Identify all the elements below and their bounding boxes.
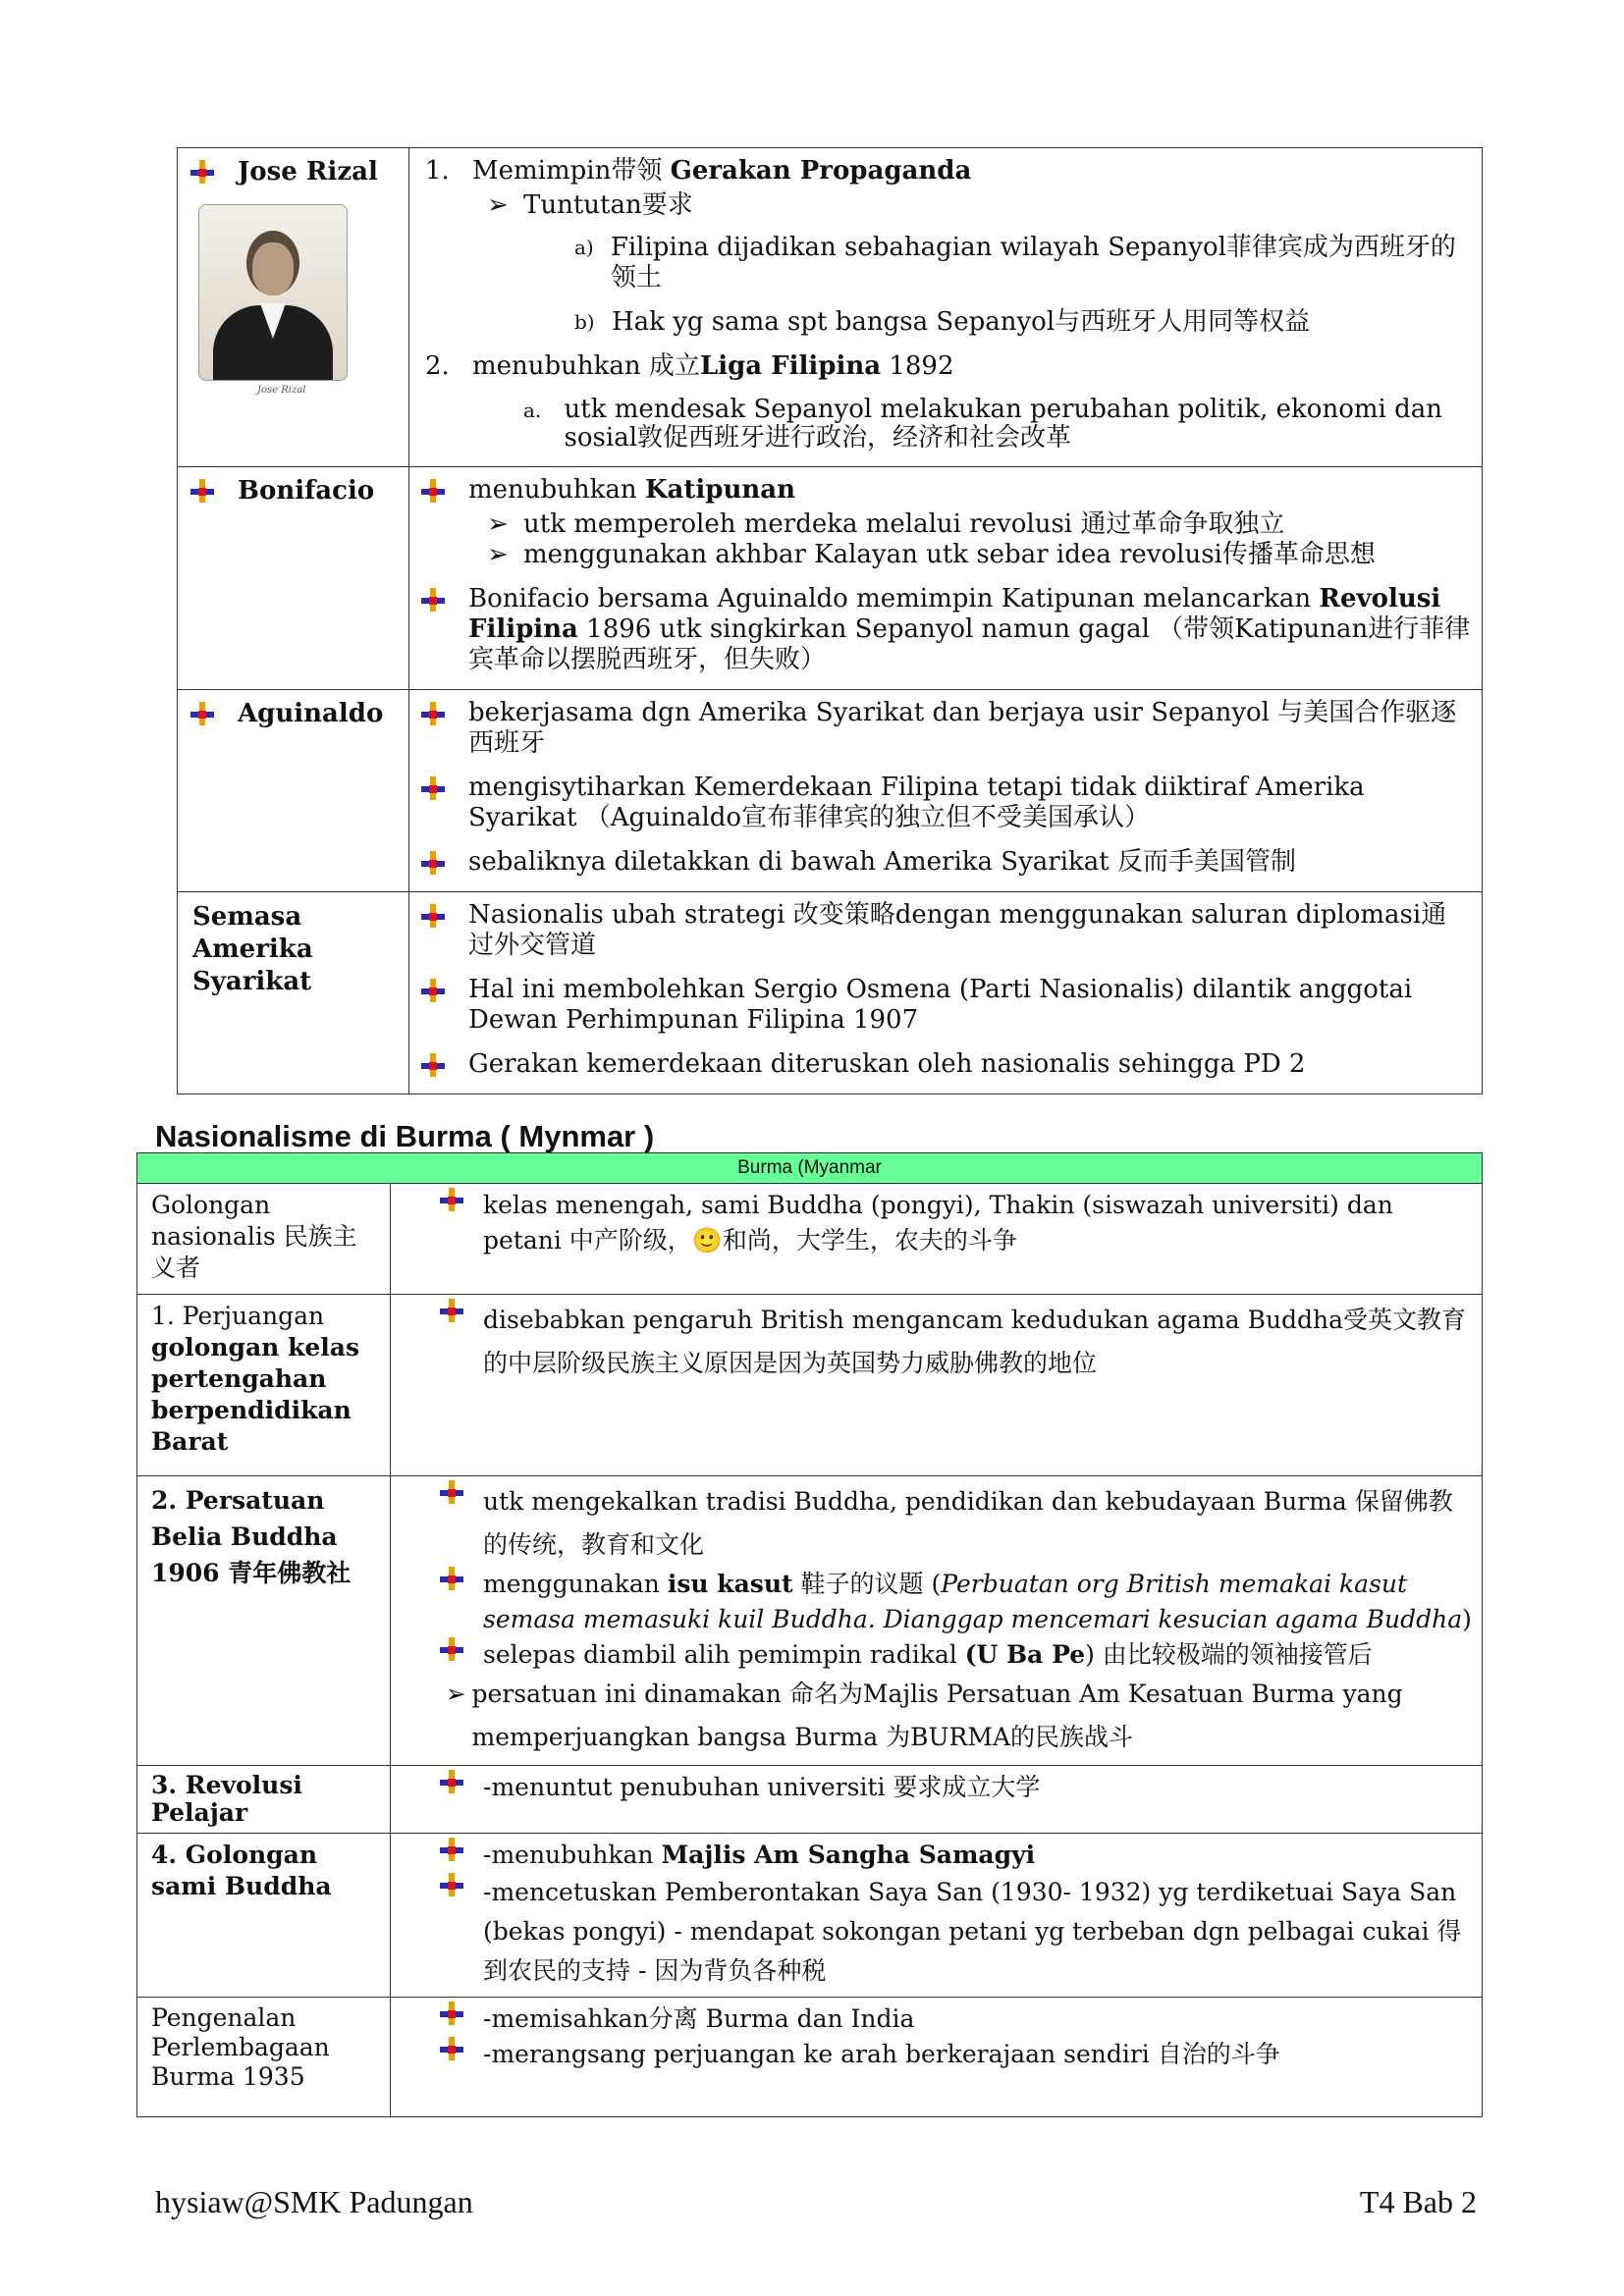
- table-row: [178, 148, 1483, 467]
- bullet-icon: [440, 1188, 463, 1211]
- row-label: Aguinaldo: [238, 699, 384, 728]
- list-item: disebabkan pengaruh British mengancam kedudukan agama Buddha受英文教育的中层阶级民族主义原因是因为英国势力威胁佛教的地位: [483, 1306, 1467, 1377]
- bullet-icon: [440, 1770, 463, 1793]
- arrow-bullet-icon: ➢: [487, 190, 509, 220]
- filipina-nationalists-table: [177, 147, 1483, 1095]
- row-label-cell: [178, 892, 409, 1095]
- list-item: mengisytiharkan Kemerdekaan Filipina tetapi tidak diiktiraf Amerika Syarikat （Aguinaldo宣布菲律宾的独立但不受美国承认）: [468, 773, 1365, 832]
- row-label: 1. Perjuangan golongan kelas pertengahan berpendidikan Barat: [151, 1302, 360, 1456]
- row-label-cell: [137, 1476, 391, 1766]
- table-row: [178, 690, 1483, 892]
- row-content-cell: [391, 1476, 1483, 1766]
- arrow-bullet-icon: ➢: [487, 509, 509, 539]
- footer-author: hysiaw@SMK Padungan: [155, 2184, 473, 2219]
- list-item: menggunakan akhbar Kalayan utk sebar idea revolusi传播革命思想: [523, 540, 1376, 569]
- row-label-cell: [137, 1184, 391, 1295]
- arrow-bullet-icon: ➢: [445, 1680, 466, 1708]
- bullet-icon: [421, 1053, 445, 1077]
- bullet-icon: [421, 588, 445, 612]
- footer-page-label: T4 Bab 2: [1359, 2184, 1477, 2219]
- list-item: menubuhkan 成立Liga Filipina 1892: [472, 351, 954, 381]
- list-item: utk mengekalkan tradisi Buddha, pendidikan dan kebudayaan Burma 保留佛教的传统，教育和文化: [483, 1487, 1453, 1559]
- row-label: 3. Revolusi Pelajar: [151, 1771, 302, 1827]
- list-item: bekerjasama dgn Amerika Syarikat dan berjaya usir Sepanyol 与美国合作驱逐西班牙: [468, 698, 1457, 758]
- row-label-cell: [178, 467, 409, 690]
- list-item: Gerakan kemerdekaan diteruskan oleh nasionalis sehingga PD 2: [468, 1049, 1306, 1079]
- list-item: Hal ini membolehkan Sergio Osmena (Parti Nasionalis) dilantik anggotai Dewan Perhimpunan Filipina 1907: [468, 975, 1413, 1035]
- bullet-icon: [421, 904, 445, 928]
- list-item: Nasionalis ubah strategi 改变策略dengan menggunakan saluran diplomasi通过外交管道: [468, 900, 1447, 960]
- row-label: Golongan nasionalis 民族主义者: [151, 1191, 357, 1282]
- list-item: Hak yg sama spt bangsa Sepanyol与西班牙人用同等权益: [612, 307, 1311, 337]
- bullet-icon: [440, 1567, 463, 1590]
- row-content-cell: [409, 467, 1483, 690]
- arrow-bullet-icon: ➢: [487, 540, 509, 569]
- row-label: Bonifacio: [238, 476, 375, 506]
- list-item: -mencetuskan Pemberontakan Saya San (1930- 1932) yg terdiketuai Saya San (bekas pongyi) - mendapat sokongan petani yg terbeban dgn pelbagai cukai 得到农民的支持 - 因为背负各种税: [483, 1878, 1462, 1985]
- bullet-icon: [440, 1873, 463, 1896]
- row-content-cell: [391, 1998, 1483, 2117]
- list-item: Filipina dijadikan sebahagian wilayah Sepanyol菲律宾成为西班牙的领土: [610, 233, 1456, 293]
- list-item: Tuntutan要求: [523, 190, 693, 220]
- list-item: Memimpin带领 Gerakan Propaganda: [472, 156, 972, 186]
- table-row: [137, 1766, 1483, 1834]
- table-header: Burma (Myanmar: [137, 1153, 1483, 1184]
- row-content-cell: [391, 1766, 1483, 1834]
- list-item: -memisahkan分离 Burma dan India: [483, 2004, 915, 2033]
- table-row: [137, 1834, 1483, 1998]
- bullet-icon: [421, 776, 445, 800]
- bullet-icon: [440, 1299, 463, 1322]
- burma-nationalism-table: [136, 1152, 1483, 2117]
- row-label-cell: [178, 148, 409, 467]
- list-item: kelas menengah, sami Buddha (pongyi), Thakin (siswazah universiti) dan petani 中产阶级，🙂和尚，大学生，农夫的斗争: [483, 1191, 1393, 1255]
- list-item: menggunakan isu kasut 鞋子的议题 (Perbuatan org British memakai kasut semasa memasuki kuil Buddha. Dianggap mencemari kesucian agama Buddha): [483, 1570, 1472, 1633]
- bullet-icon: [440, 1838, 463, 1861]
- portrait-caption: Jose Rizal: [257, 385, 306, 396]
- row-label-cell: [137, 1998, 391, 2117]
- jose-rizal-portrait: [198, 204, 348, 381]
- row-label-cell: [137, 1834, 391, 1998]
- bullet-icon: [190, 160, 214, 184]
- row-label: 4. Golongan sami Buddha: [151, 1841, 332, 1900]
- list-item: persatuan ini dinamakan 命名为Majlis Persatuan Am Kesatuan Burma yang memperjuangkan bangsa Burma 为BURMA的民族战斗: [471, 1680, 1403, 1751]
- section-title: Nasionalisme di Burma ( Mynmar ): [155, 1119, 655, 1153]
- list-item: selepas diambil alih pemimpin radikal (U Ba Pe) 由比较极端的领袖接管后: [483, 1640, 1373, 1669]
- bullet-icon: [421, 702, 445, 725]
- bullet-icon: [421, 979, 445, 1002]
- list-item: -menubuhkan Majlis Am Sangha Samagyi: [483, 1841, 1036, 1869]
- row-label: 2. Persatuan Belia Buddha 1906 青年佛教社: [151, 1486, 352, 1587]
- table-row: [178, 467, 1483, 690]
- list-item: menubuhkan Katipunan: [468, 475, 796, 505]
- row-content-cell: [391, 1834, 1483, 1998]
- list-item: utk mendesak Sepanyol melakukan perubahan politik, ekonomi dan sosial敦促西班牙进行政治，经济和社会改革: [564, 395, 1442, 453]
- row-content-cell: [409, 892, 1483, 1095]
- row-content-cell: 1. Memimpin带领 Gerakan Propaganda ➢ Tuntutan要求 a) Filipina dijadikan sebahagian wilayah Sepanyol菲律宾成为西班牙的领土 b) Hak yg sama spt bangsa Sepanyol与西班牙人用同等权益 2. menubuhkan 成立Liga Filipina 1892 a. utk mendesak Sepanyol melakukan perubahan politik, ekonomi dan sosial敦促西班牙进行政治，经济和社会改革: [409, 148, 1483, 467]
- table-header-row: [137, 1153, 1483, 1184]
- bullet-icon: [440, 1480, 463, 1504]
- row-label: Semasa Amerika Syarikat: [192, 902, 313, 996]
- row-content-cell: [391, 1295, 1483, 1476]
- table-row: [137, 1476, 1483, 1766]
- table-row: [137, 1184, 1483, 1295]
- list-item: -menuntut penubuhan universiti 要求成立大学: [483, 1773, 1041, 1801]
- table-row: [178, 892, 1483, 1095]
- row-content-cell: [409, 690, 1483, 892]
- row-content-cell: [391, 1184, 1483, 1295]
- bullet-icon: [440, 2002, 463, 2025]
- row-label-cell: [137, 1295, 391, 1476]
- bullet-icon: [421, 479, 445, 503]
- bullet-icon: [190, 702, 214, 725]
- table-row: [137, 1295, 1483, 1476]
- bullet-icon: [421, 851, 445, 875]
- bullet-icon: [440, 1637, 463, 1661]
- row-label: Pengenalan Perlembagaan Burma 1935: [151, 2003, 330, 2091]
- bullet-icon: [190, 479, 214, 503]
- bullet-icon: [440, 2037, 463, 2060]
- list-item: -merangsang perjuangan ke arah berkerajaan sendiri 自治的斗争: [483, 2040, 1280, 2068]
- row-label-cell: [178, 690, 409, 892]
- row-label-cell: [137, 1766, 391, 1834]
- list-item: Bonifacio bersama Aguinaldo memimpin Katipunan melancarkan Revolusi Filipina 1896 utk singkirkan Sepanyol namun gagal （带领Katipunan进行菲律宾革命以摆脱西班牙，但失败）: [468, 584, 1471, 674]
- list-item: sebaliknya diletakkan di bawah Amerika Syarikat 反而手美国管制: [468, 847, 1297, 877]
- table-row: [137, 1998, 1483, 2117]
- list-item: utk memperoleh merdeka melalui revolusi 通过革命争取独立: [523, 509, 1285, 539]
- row-label: Jose Rizal: [238, 157, 378, 187]
